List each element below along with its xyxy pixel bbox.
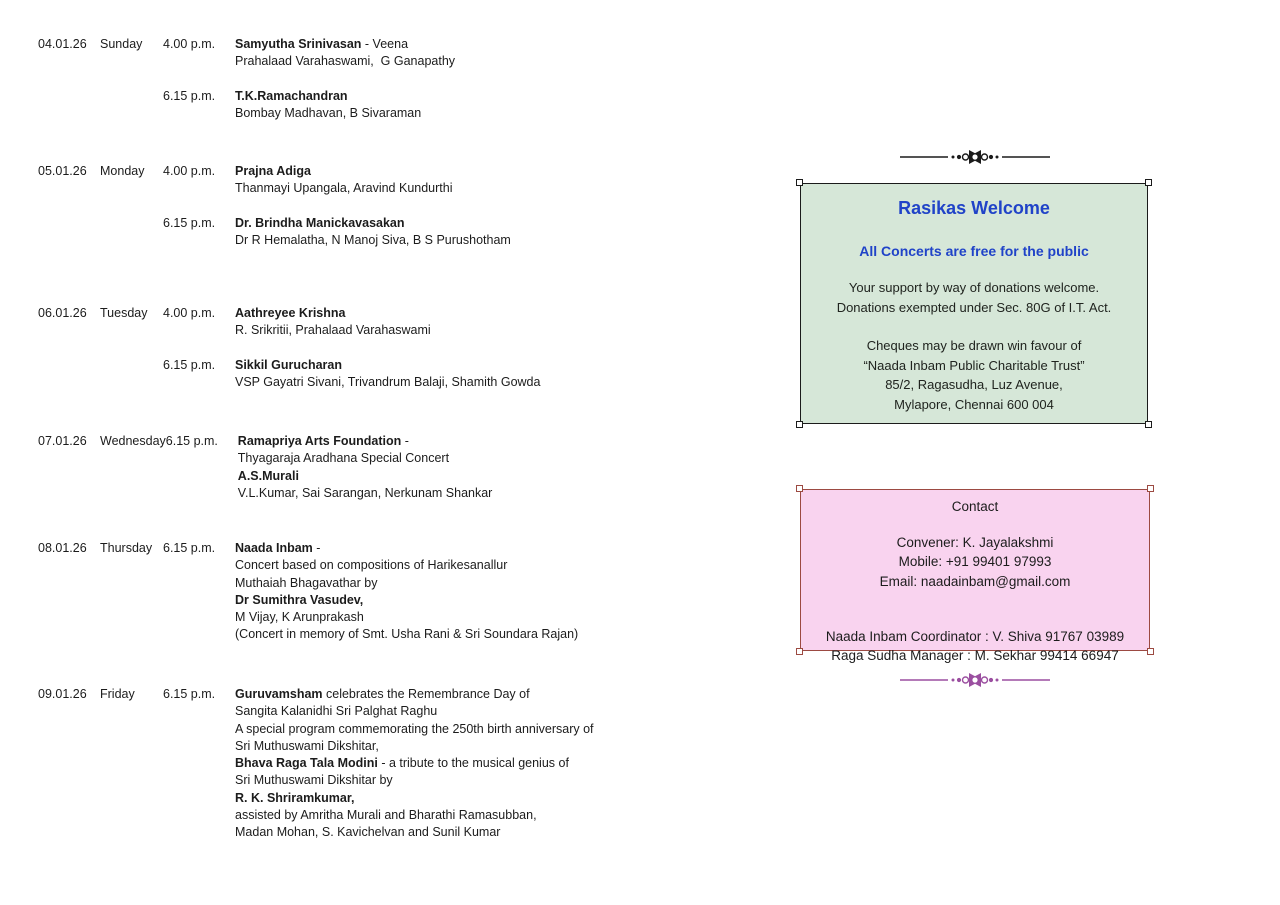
text-line: Donations exempted under Sec. 80G of I.T. Act. (836, 299, 1112, 315)
text-segment: R. K. Shriramkumar, (235, 790, 355, 805)
text-line: Email: naadainbam@gmail.com (879, 573, 1071, 589)
ornamental-divider-icon (900, 670, 1050, 690)
date-label: 07.01.26 (38, 434, 87, 448)
schedule-line (235, 305, 431, 322)
concert-entry (163, 215, 511, 250)
text-line: Mylapore, Chennai 600 004 (894, 396, 1054, 412)
text-segment: R. Srikritii, Prahalaad Varahaswami (235, 323, 431, 338)
text-segment: Prahalaad Varahaswami, G Ganapathy (235, 54, 456, 69)
time-label: 6.15 p.m. (163, 88, 216, 103)
text-segment: Naada Inbam (235, 541, 313, 555)
schedule-block (38, 433, 492, 502)
day-label: Sunday (100, 37, 143, 51)
corner-ornament-icon (1145, 421, 1152, 428)
performer-lines (235, 215, 511, 250)
time-label: 4.00 p.m. (163, 164, 216, 178)
concert-entry (163, 163, 511, 198)
text-segment: - Veena (361, 37, 409, 51)
day-label: Monday (100, 164, 145, 178)
day-label: Thursday (100, 541, 153, 555)
text-segment: - a tribute to the musical genius of (377, 756, 569, 771)
rasikas-welcome-box (800, 183, 1148, 424)
date-label: 06.01.26 (38, 306, 87, 320)
date-label: 09.01.26 (38, 687, 87, 701)
entries-group (163, 686, 594, 842)
time-label: 6.15 p.m. (163, 357, 216, 372)
entries-group (166, 433, 493, 502)
date-label: 08.01.26 (38, 541, 87, 555)
schedule-line (235, 738, 594, 755)
text-segment: V.L.Kumar, Sai Sarangan, Nerkunam Shankar (237, 485, 493, 500)
performer-lines (238, 433, 493, 502)
text-segment: Sikkil Gurucharan (235, 357, 342, 372)
text-line: Naada Inbam Coordinator : V. Shiva 91767 03989 (825, 628, 1125, 644)
performer-lines (235, 686, 594, 842)
text-segment: Thanmayi Upangala, Aravind Kundurthi (235, 181, 453, 196)
performer-lines (235, 36, 455, 71)
schedule-line (235, 626, 578, 643)
schedule-block (38, 540, 578, 644)
concert-entry (163, 36, 455, 71)
concert-entry (166, 433, 493, 502)
cheque-details (801, 336, 1147, 414)
performer-lines (235, 163, 453, 198)
performer-lines (235, 88, 421, 123)
time-label: 4.00 p.m. (163, 37, 216, 51)
text-segment: VSP Gayatri Sivani, Trivandrum Balaji, Shamith Gowda (235, 374, 541, 389)
contact-box (800, 489, 1150, 664)
time-label: 6.15 p.m. (165, 434, 218, 448)
donation-note (801, 278, 1147, 317)
performer-lines (235, 305, 431, 340)
corner-ornament-icon (796, 648, 803, 655)
schedule-line (235, 807, 594, 824)
text-line: Your support by way of donations welcome. (848, 280, 1100, 295)
schedule-line (235, 322, 431, 339)
corner-ornament-icon (796, 485, 803, 492)
text-segment: celebrates the Remembrance Day of (322, 687, 530, 701)
text-segment: A special program commemorating the 250th birth anniversary of (235, 721, 594, 736)
concert-entry (163, 305, 540, 340)
time-label: 6.15 p.m. (163, 687, 216, 701)
text-segment: Sri Muthuswami Dikshitar by (235, 773, 393, 788)
schedule-block (38, 686, 594, 842)
schedule-line (238, 468, 493, 485)
schedule-line (235, 540, 578, 557)
text-segment: Dr Sumithra Vasudev, (235, 592, 364, 607)
performer-lines (235, 357, 540, 392)
schedule-line (235, 721, 594, 738)
text-segment: - (312, 541, 321, 555)
concert-entry (163, 540, 578, 644)
entries-group (163, 163, 511, 249)
time-label: 6.15 p.m. (163, 215, 216, 230)
entries-group (163, 305, 540, 391)
text-segment: Dr R Hemalatha, N Manoj Siva, B S Purushotham (235, 232, 511, 247)
schedule-line (235, 357, 540, 374)
text-segment: Samyutha Srinivasan (235, 37, 362, 51)
schedule-line (235, 53, 455, 70)
schedule-line (235, 163, 453, 180)
schedule-line (235, 105, 421, 122)
schedule-line (235, 686, 594, 703)
concert-entry (163, 686, 594, 842)
schedule-block (38, 36, 455, 122)
ornamental-divider-icon (900, 147, 1050, 167)
schedule-line (235, 772, 594, 789)
schedule-line (235, 88, 421, 105)
text-line: 85/2, Ragasudha, Luz Avenue, (885, 377, 1063, 392)
text-segment: Concert based on compositions of Harikesanallur (235, 558, 508, 573)
text-segment: Madan Mohan, S. Kavichelvan and Sunil Kumar (235, 825, 501, 840)
entries-group (163, 36, 455, 122)
schedule-line (235, 755, 594, 772)
day-label: Wednesday (100, 434, 166, 448)
text-segment: Thyagaraja Aradhana Special Concert (237, 451, 450, 466)
schedule-line (238, 485, 493, 502)
schedule-block (38, 163, 511, 249)
text-line: Convener: K. Jayalakshmi (896, 535, 1054, 550)
text-segment: Muthaiah Bhagavathar by (235, 575, 378, 590)
text-segment: - (401, 434, 409, 448)
free-concerts-subtitle: All Concerts are free for the public (859, 243, 1089, 259)
date-label: 05.01.26 (38, 164, 87, 178)
text-segment: assisted by Amritha Murali and Bharathi Ramasubban, (235, 808, 537, 823)
schedule-line (235, 215, 511, 232)
text-segment: Bhava Raga Tala Modini (235, 756, 378, 771)
coordinator-contact-lines (801, 627, 1149, 666)
text-segment: Sri Muthuswami Dikshitar, (235, 738, 379, 753)
corner-ornament-icon (1147, 485, 1154, 492)
schedule-line (235, 592, 578, 609)
schedule-line (235, 557, 578, 574)
schedule-line (235, 374, 540, 391)
day-label: Friday (100, 687, 135, 701)
text-segment: Dr. Brindha Manickavasakan (235, 215, 405, 230)
text-line: Mobile: +91 99401 97993 (898, 554, 1052, 570)
concert-entry (163, 88, 455, 123)
schedule-line (235, 609, 578, 626)
text-segment: Bombay Madhavan, B Sivaraman (235, 105, 422, 120)
corner-ornament-icon (1145, 179, 1152, 186)
text-segment: (Concert in memory of Smt. Usha Rani & Sri Soundara Rajan) (235, 627, 579, 642)
schedule-line (235, 575, 578, 592)
text-segment: T.K.Ramachandran (235, 88, 348, 103)
text-segment: Guruvamsham (235, 687, 323, 701)
schedule-line (238, 450, 493, 467)
schedule-line (235, 790, 594, 807)
corner-ornament-icon (796, 179, 803, 186)
text-line: “Naada Inbam Public Charitable Trust” (863, 357, 1085, 373)
time-label: 6.15 p.m. (163, 541, 216, 555)
day-label: Tuesday (100, 306, 148, 320)
text-segment: M Vijay, K Arunprakash (235, 610, 364, 625)
text-segment: Sangita Kalanidhi Sri Palghat Raghu (235, 704, 438, 719)
schedule-block (38, 305, 540, 391)
schedule-line (235, 703, 594, 720)
text-segment: Aathreyee Krishna (235, 306, 346, 320)
schedule-line (235, 232, 511, 249)
performer-lines (235, 540, 578, 644)
time-label: 4.00 p.m. (163, 306, 216, 320)
text-segment: Prajna Adiga (235, 164, 311, 178)
schedule-line (238, 433, 493, 450)
text-segment: A.S.Murali (237, 468, 299, 483)
contact-title: Contact (951, 499, 999, 514)
text-line: Cheques may be drawn win favour of (866, 338, 1082, 353)
date-label: 04.01.26 (38, 37, 87, 51)
corner-ornament-icon (796, 421, 803, 428)
welcome-title: Rasikas Welcome (898, 198, 1050, 218)
entries-group (163, 540, 578, 644)
text-line: Raga Sudha Manager : M. Sekhar 99414 66947 (831, 648, 1119, 664)
schedule-line (235, 36, 455, 53)
schedule-line (235, 824, 594, 841)
convener-contact-lines (801, 533, 1149, 591)
corner-ornament-icon (1147, 648, 1154, 655)
concert-entry (163, 357, 540, 392)
schedule-line (235, 180, 453, 197)
text-segment: Ramapriya Arts Foundation (237, 434, 402, 448)
